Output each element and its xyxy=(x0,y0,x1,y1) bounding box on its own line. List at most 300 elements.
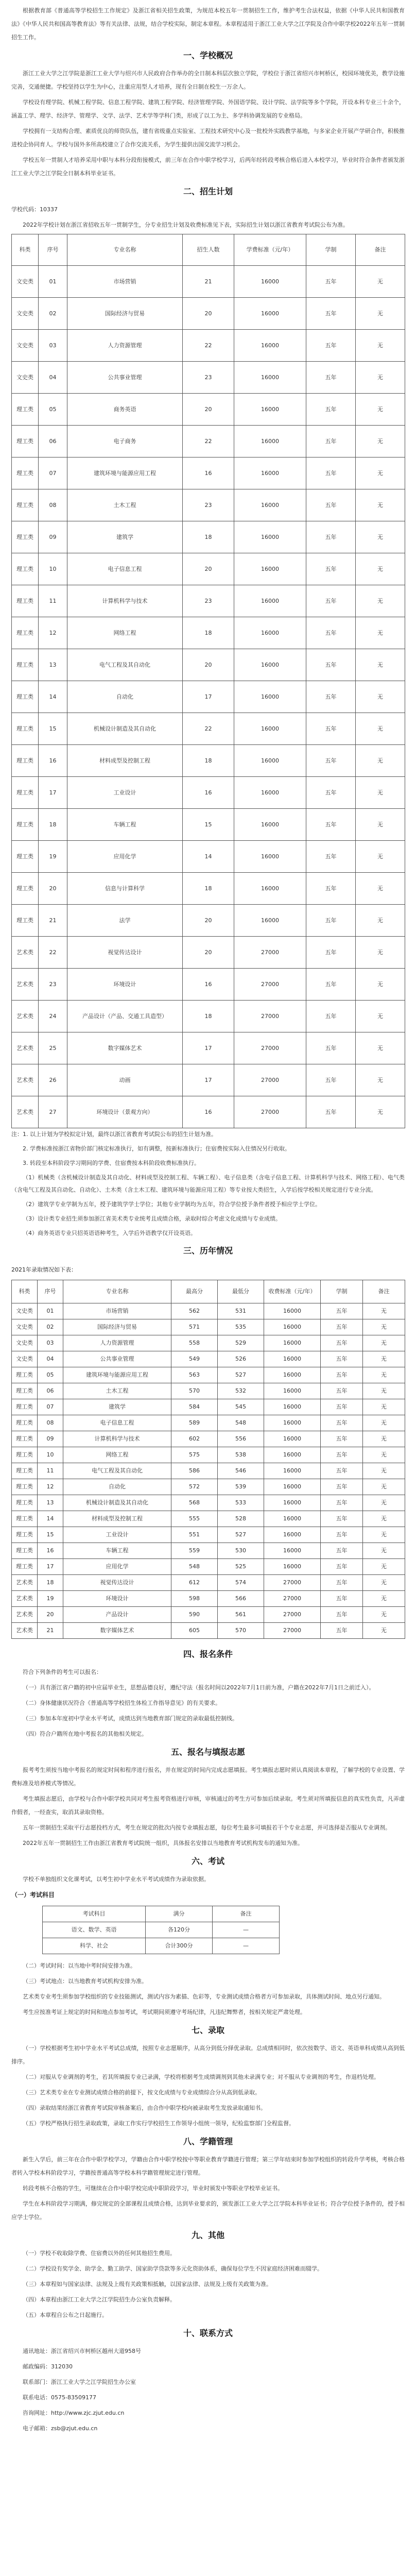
table-cell: 27000 xyxy=(234,1032,306,1064)
table-cell: 五年 xyxy=(306,745,356,777)
table-cell: 21 xyxy=(183,266,234,298)
table-cell: 01 xyxy=(38,1303,63,1319)
table-cell: 18 xyxy=(183,1001,234,1032)
plan-row xyxy=(12,426,405,457)
table-cell: 551 xyxy=(171,1527,218,1543)
conditions-paragraph: （四）符合户籍所在地中考报名的其他相关规定。 xyxy=(23,1731,147,1737)
table-cell: 五年 xyxy=(321,1463,363,1479)
table-cell: 土木工程 xyxy=(67,489,183,521)
table-cell: 数字媒体艺术 xyxy=(63,1623,171,1639)
table-cell: 06 xyxy=(39,426,67,457)
table-cell: 527 xyxy=(218,1367,264,1383)
table-cell: 22 xyxy=(183,713,234,745)
table-cell: 16000 xyxy=(234,266,306,298)
table-cell: 视觉传达设计 xyxy=(63,1575,171,1591)
table-cell: 无 xyxy=(363,1559,405,1575)
table-cell: 无 xyxy=(356,713,405,745)
contact-line[interactable]: 咨询网址：http://www.zjc.zjut.edu.cn xyxy=(23,2410,125,2416)
table-cell: 五年 xyxy=(321,1303,363,1319)
table-cell: 16000 xyxy=(234,745,306,777)
table-cell: 理工类 xyxy=(12,426,39,457)
table-cell: 559 xyxy=(171,1543,218,1559)
table-cell: 16000 xyxy=(234,362,306,394)
table-cell: 理工类 xyxy=(12,809,39,841)
table-cell: 555 xyxy=(171,1511,218,1527)
table-cell: 无 xyxy=(363,1335,405,1351)
table-cell: 03 xyxy=(38,1335,63,1351)
table-cell: 计算机科学与技术 xyxy=(67,585,183,617)
table-cell: 理工类 xyxy=(12,1415,38,1431)
table-cell: 16000 xyxy=(234,521,306,553)
table-cell: 无 xyxy=(363,1367,405,1383)
table-cell: 20 xyxy=(183,298,234,330)
table-cell: 理工类 xyxy=(12,394,39,426)
history-row xyxy=(12,1479,405,1495)
intro-paragraph: 根据教育部《普通高等学校招生工作规定》及浙江省相关招生政策，为规范本校五年一贯制招生工作，维护考生合法权益，依据《中华人民共和国教育法》《中华人民共和国高等教育法》等有关法律、法规，结合学校实际，制定本章程。本章程适用于浙江工业大学之江学院及合作中职学校2022年五年一贯制招生工作。 xyxy=(11,7,405,41)
table-cell: 23 xyxy=(183,362,234,394)
table-cell: 无 xyxy=(356,937,405,969)
history-row xyxy=(12,1399,405,1415)
table-cell: 562 xyxy=(171,1303,218,1319)
table-cell: 20 xyxy=(38,1607,63,1623)
table-cell: 15 xyxy=(38,1527,63,1543)
table-cell: 市场营销 xyxy=(63,1303,171,1319)
plan-row xyxy=(12,1096,405,1128)
table-cell: 五年 xyxy=(321,1591,363,1607)
table-cell: 五年 xyxy=(321,1415,363,1431)
plan-row xyxy=(12,585,405,617)
table-cell: 16 xyxy=(38,1543,63,1559)
table-cell: 07 xyxy=(39,457,67,489)
table-cell: 17 xyxy=(39,777,67,809)
table-cell: 建筑学 xyxy=(67,521,183,553)
plan-row xyxy=(12,777,405,809)
table-cell: 05 xyxy=(38,1367,63,1383)
table-cell: 549 xyxy=(171,1351,218,1367)
table-cell: 16000 xyxy=(234,489,306,521)
table-cell: 18 xyxy=(183,873,234,905)
table-cell: 602 xyxy=(171,1431,218,1447)
exam-table xyxy=(42,1906,280,1954)
table-cell: 理工类 xyxy=(12,1383,38,1399)
history-row xyxy=(12,1623,405,1639)
other-paragraph: （二）学校设有奖学金、助学金、勤工助学、国家助学贷款等多元化资助体系，确保每位学生不因家庭经济困难而辍学。 xyxy=(23,2265,323,2272)
table-cell: 理工类 xyxy=(12,521,39,553)
table-cell: 23 xyxy=(183,585,234,617)
section-title-conditions: 四、报名条件 xyxy=(183,1649,233,1659)
column-header: 备注 xyxy=(356,234,405,266)
plan-row xyxy=(12,681,405,713)
table-cell: 25 xyxy=(39,1032,67,1064)
table-cell: 558 xyxy=(171,1335,218,1351)
table-cell: 14 xyxy=(183,841,234,873)
table-cell: 无 xyxy=(356,1001,405,1032)
table-cell: 艺术类 xyxy=(12,1032,39,1064)
table-cell: 建筑环境与能源应用工程 xyxy=(63,1367,171,1383)
table-cell: 16000 xyxy=(264,1447,321,1463)
table-cell: 575 xyxy=(171,1447,218,1463)
table-cell: 01 xyxy=(39,266,67,298)
plan-row xyxy=(12,809,405,841)
table-cell: 语文、数学、英语 xyxy=(43,1922,146,1938)
table-cell: 五年 xyxy=(306,362,356,394)
plan-row xyxy=(12,969,405,1001)
conditions-paragraph: （二）身体健康状况符合《普通高等学校招生体检工作指导意见》的有关要求。 xyxy=(23,1700,221,1706)
table-cell: 文史类 xyxy=(12,330,39,362)
table-cell: 五年 xyxy=(306,298,356,330)
school-code: 学校代码：10337 xyxy=(11,206,58,213)
table-cell: 27000 xyxy=(234,1064,306,1096)
table-cell: 文史类 xyxy=(12,266,39,298)
section-title-other: 九、其他 xyxy=(191,2230,224,2240)
other-paragraph: （一）学校不收取除学费、住宿费以外的任何其他招生费用。 xyxy=(23,2250,176,2257)
history-row xyxy=(12,1559,405,1575)
table-cell: 15 xyxy=(39,713,67,745)
table-cell: 529 xyxy=(218,1335,264,1351)
table-cell: 文史类 xyxy=(12,1319,38,1335)
table-cell: 无 xyxy=(356,1096,405,1128)
history-row xyxy=(12,1415,405,1431)
plan-row xyxy=(12,841,405,873)
table-cell: 16000 xyxy=(234,394,306,426)
admission-paragraph: （五）学校严格执行招生录取政策，录取工作实行学校招生工作领导小组统一领导，纪检监察部门全程监督。 xyxy=(23,2120,294,2127)
table-cell: 土木工程 xyxy=(63,1383,171,1399)
table-cell: 理工类 xyxy=(12,1399,38,1415)
table-cell: 590 xyxy=(171,1607,218,1623)
table-cell: 商务英语 xyxy=(67,394,183,426)
table-cell: 598 xyxy=(171,1591,218,1607)
table-cell: 526 xyxy=(218,1351,264,1367)
table-cell: 理工类 xyxy=(12,553,39,585)
table-cell: 五年 xyxy=(306,841,356,873)
plan-note: （1）机械类（含机械设计制造及其自动化、材料成型及控制工程、车辆工程）、电子信息类（含电子信息工程、计算机科学与技术、网络工程）、电气类（含电气工程及其自动化、自动化）、土木类（含土木工程、建筑环境与能源应用工程）等专业按大类招生，入学后按学校相关规定进行专业分流。 xyxy=(11,1174,405,1193)
table-cell: 计算机科学与技术 xyxy=(63,1431,171,1447)
table-cell: 艺术类 xyxy=(12,1001,39,1032)
section-title-overview: 一、学校概况 xyxy=(183,50,233,60)
table-cell: 材料成型及控制工程 xyxy=(63,1511,171,1527)
table-cell: 五年 xyxy=(321,1623,363,1639)
table-cell: 22 xyxy=(183,426,234,457)
history-row xyxy=(12,1527,405,1543)
contact-line: 联系电话：0575-83509177 xyxy=(23,2394,96,2401)
table-cell: 五年 xyxy=(306,713,356,745)
exam-table-header xyxy=(43,1906,280,1922)
table-cell: 无 xyxy=(363,1575,405,1591)
table-cell: 546 xyxy=(218,1463,264,1479)
exam-info: 考生应按准考证上规定的时间和地点参加考试，考试期间须遵守考场纪律，凡违纪舞弊者，按相关规定严肃处理。 xyxy=(23,2009,306,2015)
table-cell: 五年 xyxy=(321,1495,363,1511)
table-cell: 应用化学 xyxy=(67,841,183,873)
table-cell: 五年 xyxy=(321,1351,363,1367)
plan-table-header xyxy=(12,234,405,266)
table-cell: 产品设计 xyxy=(63,1607,171,1623)
table-cell: 五年 xyxy=(306,330,356,362)
table-cell: — xyxy=(213,1938,280,1954)
table-cell: 03 xyxy=(39,330,67,362)
admission-paragraph: （二）对服从专业调剂的考生，若其所填报专业已录满，学校将根据考生成绩调剂到其他未录满专业；对不服从专业调剂的考生，作退档处理。 xyxy=(23,2074,379,2080)
column-header: 备注 xyxy=(213,1906,280,1922)
table-cell: 五年 xyxy=(306,1096,356,1128)
table-cell: 605 xyxy=(171,1623,218,1639)
table-cell: 理工类 xyxy=(12,457,39,489)
table-cell: 20 xyxy=(183,553,234,585)
table-cell: 584 xyxy=(171,1399,218,1415)
registration-paragraph: 考生填报志愿后，由学校与合作中职学校共同对考生报考资格进行审核，审核通过的考生方可参加后续录取。考生须对所填报信息的真实性负责，凡弄虚作假者，一经查实，取消其录取资格。 xyxy=(11,1795,405,1816)
table-cell: 无 xyxy=(356,330,405,362)
table-cell: 理工类 xyxy=(12,1431,38,1447)
column-header: 科类 xyxy=(12,234,39,266)
table-cell: 527 xyxy=(218,1527,264,1543)
column-header: 备注 xyxy=(363,1280,405,1303)
table-cell: 艺术类 xyxy=(12,937,39,969)
table-cell: 理工类 xyxy=(12,905,39,937)
table-cell: 各120分 xyxy=(146,1922,213,1938)
table-cell: 16000 xyxy=(264,1559,321,1575)
section-title-registration: 五、报名与填报志愿 xyxy=(170,1747,245,1757)
table-cell: 16000 xyxy=(264,1479,321,1495)
table-cell: 11 xyxy=(38,1463,63,1479)
table-cell: 五年 xyxy=(321,1399,363,1415)
table-cell: 五年 xyxy=(306,457,356,489)
table-cell: 16000 xyxy=(264,1543,321,1559)
table-cell: 08 xyxy=(39,489,67,521)
table-cell: 无 xyxy=(363,1623,405,1639)
history-row xyxy=(12,1575,405,1591)
column-header: 最高分 xyxy=(171,1280,218,1303)
history-row xyxy=(12,1463,405,1479)
table-cell: 公共事业管理 xyxy=(67,362,183,394)
table-cell: 09 xyxy=(38,1431,63,1447)
table-cell: 27000 xyxy=(234,1096,306,1128)
plan-note: 注：1. 以上计划为学校拟定计划，最终以浙江省教育考试院公布的招生计划为准。 xyxy=(11,1131,217,1138)
section-title-exam: 六、考试 xyxy=(191,1856,224,1866)
plan-row xyxy=(12,1064,405,1096)
table-cell: 528 xyxy=(218,1511,264,1527)
history-table-body xyxy=(12,1303,405,1639)
table-cell: 535 xyxy=(218,1319,264,1335)
table-cell: 无 xyxy=(356,681,405,713)
table-cell: 545 xyxy=(218,1399,264,1415)
plan-row xyxy=(12,873,405,905)
table-cell: 27000 xyxy=(264,1575,321,1591)
table-cell: 理工类 xyxy=(12,1511,38,1527)
table-cell: 16000 xyxy=(234,585,306,617)
table-cell: 动画 xyxy=(67,1064,183,1096)
table-cell: 无 xyxy=(356,426,405,457)
table-cell: 产品设计（产品、交通工具造型） xyxy=(67,1001,183,1032)
table-cell: 艺术类 xyxy=(12,1096,39,1128)
history-row xyxy=(12,1543,405,1559)
table-cell: 市场营销 xyxy=(67,266,183,298)
table-cell: 10 xyxy=(39,553,67,585)
table-cell: 525 xyxy=(218,1559,264,1575)
table-cell: 艺术类 xyxy=(12,1607,38,1623)
table-cell: 20 xyxy=(183,394,234,426)
table-cell: 21 xyxy=(39,905,67,937)
overview-paragraph: 学校五年一贯制人才培养采用中职与本科分段衔接模式，前三年在合作中职学校学习，后两年经转段考核合格后进入本校学习，毕业时符合条件者颁发浙江工业大学之江学院全日制本科毕业证书。 xyxy=(11,157,405,177)
table-cell: 理工类 xyxy=(12,1479,38,1495)
registration-paragraph: 五年一贯制招生采取平行志愿投档方式，考生在规定的批次内按专业填报志愿，每位考生最多可填报若干个专业志愿，并可选择是否服从专业调剂。 xyxy=(23,1824,391,1831)
registration-paragraph: 报考考生须按当地中考报名的规定时间和程序进行报名，并在规定的时间内完成志愿填报。考生填报志愿时须认真阅读本章程，了解学校的专业设置、学费标准及培养模式等情况。 xyxy=(11,1767,405,1787)
table-cell: 16000 xyxy=(264,1319,321,1335)
table-cell: 18 xyxy=(183,745,234,777)
table-cell: 五年 xyxy=(321,1527,363,1543)
table-cell: 机械设计制造及其自动化 xyxy=(63,1495,171,1511)
conditions-paragraph: （三）参加本年度初中学业水平考试，成绩达到当地教育部门规定的录取最低控制线。 xyxy=(23,1715,238,1722)
plan-row xyxy=(12,489,405,521)
section-title-contact: 十、联系方式 xyxy=(183,2328,233,2338)
table-cell: 无 xyxy=(356,745,405,777)
table-cell: 27000 xyxy=(264,1623,321,1639)
table-cell: 国际经济与贸易 xyxy=(67,298,183,330)
table-cell: 五年 xyxy=(306,553,356,585)
table-cell: 五年 xyxy=(306,681,356,713)
table-cell: 理工类 xyxy=(12,489,39,521)
table-cell: 理工类 xyxy=(12,873,39,905)
table-cell: 16000 xyxy=(234,713,306,745)
table-cell: 18 xyxy=(39,809,67,841)
table-cell: 理工类 xyxy=(12,681,39,713)
table-cell: 16000 xyxy=(264,1351,321,1367)
table-cell: 无 xyxy=(363,1591,405,1607)
column-header: 序号 xyxy=(38,1280,63,1303)
table-cell: 建筑环境与能源应用工程 xyxy=(67,457,183,489)
plan-row xyxy=(12,521,405,553)
exam-info: （二）考试时间：以当地中考时间安排为准。 xyxy=(23,1962,136,1969)
table-cell: 五年 xyxy=(306,585,356,617)
column-header: 满分 xyxy=(146,1906,213,1922)
table-cell: 566 xyxy=(218,1591,264,1607)
table-cell: 574 xyxy=(218,1575,264,1591)
table-cell: 公共事业管理 xyxy=(63,1351,171,1367)
table-cell: 16 xyxy=(39,745,67,777)
history-row xyxy=(12,1303,405,1319)
plan-note: 2. 学费标准按浙江省物价部门核定标准执行，如有调整，按新标准执行；住宿费按实际入住情况另行收取。 xyxy=(23,1145,290,1152)
table-cell: 563 xyxy=(171,1367,218,1383)
other-paragraph: （五）本章程自公布之日起施行。 xyxy=(23,2312,108,2318)
exam-intro: 学校不单独组织文化课考试，以考生初中学业水平考试成绩作为录取依据。 xyxy=(23,1876,210,1883)
contact-line: 邮政编码：312030 xyxy=(23,2363,73,2370)
table-cell: 16000 xyxy=(234,617,306,649)
table-cell: 27000 xyxy=(234,1001,306,1032)
table-cell: 14 xyxy=(39,681,67,713)
table-cell: 18 xyxy=(183,617,234,649)
table-cell: 五年 xyxy=(306,649,356,681)
table-cell: 数字媒体艺术 xyxy=(67,1032,183,1064)
table-cell: 19 xyxy=(38,1591,63,1607)
table-cell: 自动化 xyxy=(67,681,183,713)
table-cell: 23 xyxy=(39,969,67,1001)
plan-row xyxy=(12,553,405,585)
table-cell: 理工类 xyxy=(12,1463,38,1479)
plan-note: （4）商务英语专业只招英语语种考生，入学后外语教学仅开设英语。 xyxy=(23,1230,196,1236)
table-cell: 五年 xyxy=(306,905,356,937)
table-cell: 13 xyxy=(39,649,67,681)
plan-row xyxy=(12,362,405,394)
contact-line[interactable]: 电子邮箱：zsb@zjut.edu.cn xyxy=(23,2425,98,2432)
contact-line: 通讯地址：浙江省绍兴市柯桥区越州大道958号 xyxy=(23,2348,141,2354)
plan-row xyxy=(12,905,405,937)
table-cell: 无 xyxy=(356,521,405,553)
table-cell: 07 xyxy=(38,1399,63,1415)
table-cell: 无 xyxy=(356,841,405,873)
registration-paragraph: 2022年五年一贯制招生工作由浙江省教育考试院统一组织，具体报名安排以当地教育考试机构发布的通知为准。 xyxy=(23,1840,303,1846)
table-cell: 16000 xyxy=(234,841,306,873)
other-paragraph: （三）本章程如与国家法律、法规及上级有关政策相抵触，以国家法律、法规及上级有关政策为准。 xyxy=(23,2281,272,2287)
table-cell: 16000 xyxy=(264,1431,321,1447)
table-cell: 533 xyxy=(218,1495,264,1511)
plan-table-body xyxy=(12,266,405,1128)
table-cell: 548 xyxy=(171,1559,218,1575)
plan-note: 3. 转段至本科阶段学习期间的学费、住宿费按本科阶段收费标准执行。 xyxy=(23,1160,200,1166)
table-cell: 五年 xyxy=(321,1511,363,1527)
table-cell: 五年 xyxy=(321,1447,363,1463)
admission-paragraph: （一）学校根据考生初中学业水平考试总成绩，按照专业志愿顺序，从高分到低分择优录取。总成绩相同时，依次按数学、语文、英语单科成绩从高到低排序。 xyxy=(11,2045,405,2065)
table-cell: 18 xyxy=(38,1575,63,1591)
table-cell: 理工类 xyxy=(12,617,39,649)
table-cell: 五年 xyxy=(306,521,356,553)
exam-row xyxy=(43,1938,280,1954)
table-cell: 无 xyxy=(363,1383,405,1399)
table-cell: 文史类 xyxy=(12,1303,38,1319)
overview-paragraph: 学校拥有一支结构合理、素质优良的师资队伍，建有省级重点实验室、工程技术研究中心及一批校外实践教学基地，与多家企业开展产学研合作，积极推进校企协同育人。学校与国外多所高校建立了合作交流关系，为学生提供出国交流学习机会。 xyxy=(11,128,405,148)
table-cell: 文史类 xyxy=(12,298,39,330)
table-cell: 五年 xyxy=(321,1367,363,1383)
table-cell: 568 xyxy=(171,1495,218,1511)
column-header: 考试科目 xyxy=(43,1906,146,1922)
table-cell: 电子信息工程 xyxy=(63,1415,171,1431)
table-cell: 人力资源管理 xyxy=(63,1335,171,1351)
table-cell: 无 xyxy=(356,362,405,394)
history-row xyxy=(12,1351,405,1367)
table-cell: 无 xyxy=(356,489,405,521)
table-cell: 16000 xyxy=(234,681,306,713)
table-cell: 02 xyxy=(38,1319,63,1335)
table-cell: 艺术类 xyxy=(12,1064,39,1096)
section-title-plan: 二、招生计划 xyxy=(183,187,233,196)
table-cell: 理工类 xyxy=(12,1527,38,1543)
table-cell: 无 xyxy=(356,585,405,617)
table-cell: 理工类 xyxy=(12,1367,38,1383)
history-row xyxy=(12,1495,405,1511)
other-paragraph: （四）本章程由浙江工业大学之江学院招生办公室负责解释。 xyxy=(23,2296,176,2303)
table-cell: 27 xyxy=(39,1096,67,1128)
table-cell: 理工类 xyxy=(12,745,39,777)
table-cell: 工业设计 xyxy=(67,777,183,809)
column-header: 收费标准（元/年） xyxy=(264,1280,321,1303)
table-cell: 五年 xyxy=(306,777,356,809)
plan-row xyxy=(12,394,405,426)
table-cell: 06 xyxy=(38,1383,63,1399)
column-header: 科类 xyxy=(12,1280,38,1303)
section-title-admission: 七、录取 xyxy=(191,2025,224,2035)
column-header: 学制 xyxy=(306,234,356,266)
table-cell: 五年 xyxy=(306,1064,356,1096)
table-cell: 电气工程及其自动化 xyxy=(67,649,183,681)
section-title-history: 三、历年情况 xyxy=(183,1246,233,1256)
table-cell: 17 xyxy=(183,681,234,713)
table-cell: 五年 xyxy=(321,1575,363,1591)
table-cell: 环境设计 xyxy=(63,1591,171,1607)
table-cell: 电子信息工程 xyxy=(67,553,183,585)
table-cell: 17 xyxy=(183,1032,234,1064)
history-row xyxy=(12,1383,405,1399)
table-cell: 五年 xyxy=(321,1607,363,1623)
table-cell: 18 xyxy=(183,521,234,553)
column-header: 序号 xyxy=(39,234,67,266)
table-cell: 五年 xyxy=(306,394,356,426)
history-table-title: 2021年录取情况如下表： xyxy=(11,1266,77,1273)
